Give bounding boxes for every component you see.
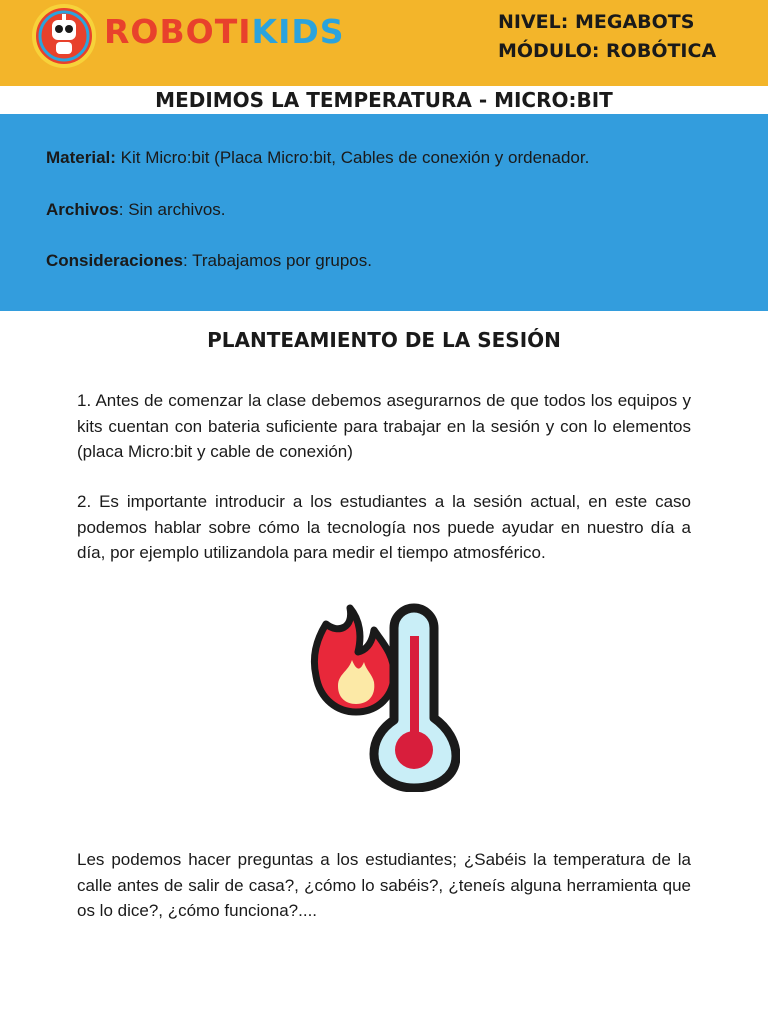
header-bar <box>0 0 768 86</box>
considerations-value: : Trabajamos por grupos. <box>183 251 372 270</box>
logo-letter: D <box>291 12 320 51</box>
paragraph-3: Les podemos hacer preguntas a los estudiantes; ¿Sabéis la temperatura de la calle antes de salir de casa?, ¿cómo lo sabéis?, ¿teneís alguna herramienta que os lo dice?, ¿cómo funciona?.... <box>77 850 691 920</box>
logo-letter: I <box>238 12 252 51</box>
logo-letter: S <box>319 12 345 51</box>
paragraph-2: 2. Es importante introducir a los estudiantes a la sesión actual, en este caso podemos hablar sobre cómo la tecnología nos puede ayudar en nuestro día a día, por ejemplo utilizandola para medir el tiempo atmosférico. <box>77 492 691 562</box>
info-panel <box>0 114 768 311</box>
considerations-label: Consideraciones <box>46 251 183 270</box>
logo-letter: O <box>185 12 215 51</box>
thermometer-flame-icon <box>308 600 460 792</box>
section-title: PLANTEAMIENTO DE LA SESIÓN <box>207 328 561 352</box>
logo-letter: R <box>104 12 131 51</box>
material-value: Kit Micro:bit (Placa Micro:bit, Cables de conexión y ordenador. <box>115 148 590 167</box>
logo-letter: O <box>130 12 160 51</box>
level-label: NIVEL: MEGABOTS <box>498 11 695 33</box>
logo-letter: B <box>159 12 186 51</box>
module-label: MÓDULO: ROBÓTICA <box>498 40 717 62</box>
logo-letter: T <box>214 12 239 51</box>
files-label: Archivos <box>46 200 119 219</box>
considerations-row <box>46 251 372 271</box>
files-value: : Sin archivos. <box>118 200 226 219</box>
files-row <box>46 200 226 220</box>
paragraph-1: 1. Antes de comenzar la clase debemos asegurarnos de que todos los equipos y kits cuentan con bateria suficiente para trabajar en la sesión y con lo elementos (placa Micro:bit y cable de conexión) <box>77 391 691 461</box>
robot-logo-icon <box>32 4 96 68</box>
page-title: MEDIMOS LA TEMPERATURA - MICRO:BIT <box>155 88 613 112</box>
logo-letter: K <box>251 12 279 51</box>
brand-logo <box>104 10 345 54</box>
material-row <box>46 148 589 168</box>
level-info <box>498 8 716 66</box>
logo-letter: I <box>278 12 292 51</box>
material-label: Material: <box>46 148 116 167</box>
